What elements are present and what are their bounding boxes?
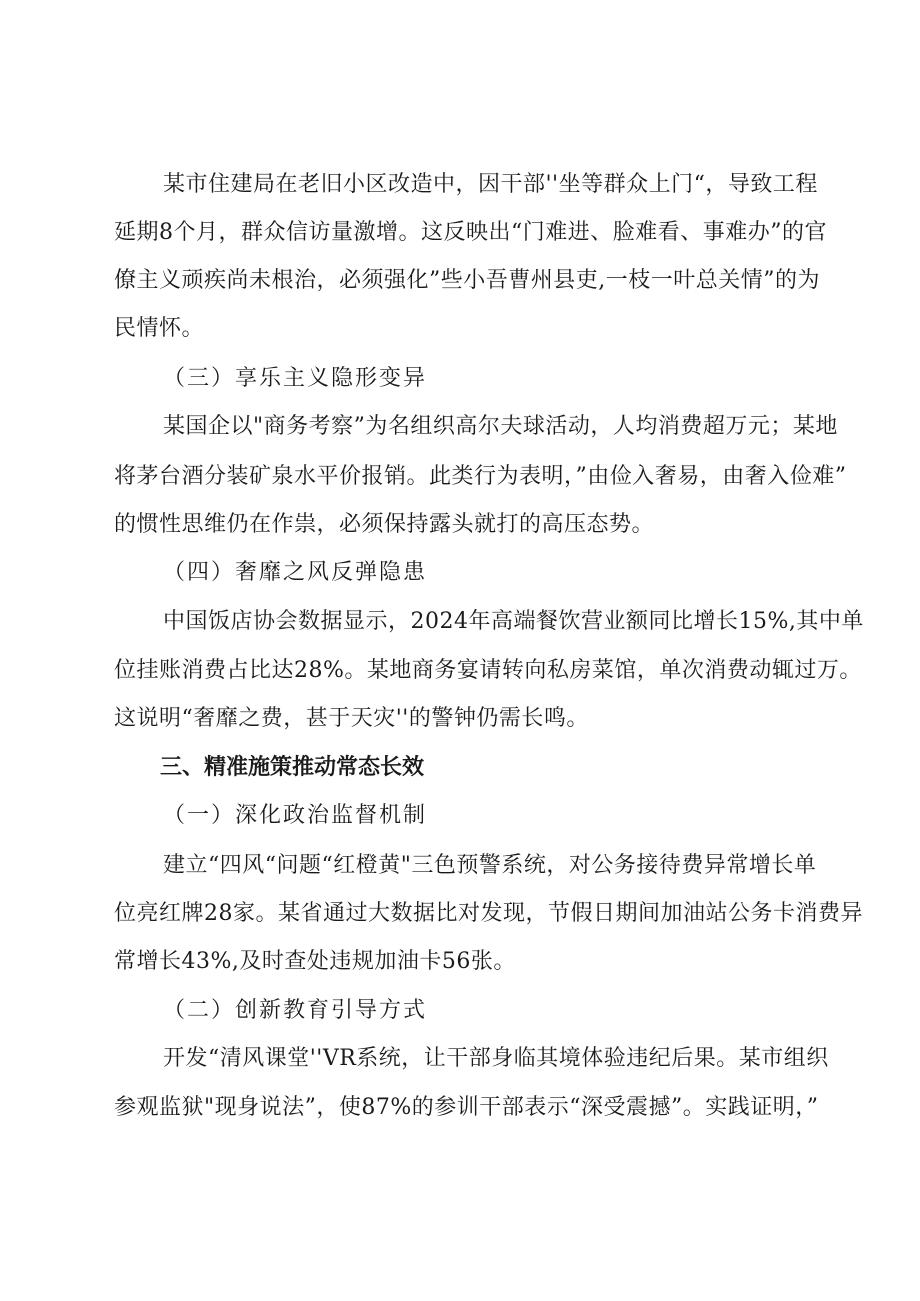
section-2-3-line-3: 的惯性思维仍在作祟，必须保持露头就打的高压态势。 [114,512,655,537]
section-heading-3-2: （二）创新教育引导方式 [163,998,428,1023]
section-3-2-line-1: 开发“清风课堂''VR系统，让干部身临其境体验违纪后果。某市组织 [163,1046,829,1071]
section-2-4-line-1: 中国饭店协会数据显示，2024年高端餐饮营业额同比增长15%,其中单 [163,609,864,634]
section-3-1-line-1: 建立“四风“问题“红橙黄"三色预警系统，对公务接待费异常增长单 [163,853,817,878]
paragraph-1-line-3: 僚主义顽疾尚未根治，必须强化”些小吾曹州县吏,一枝一叶总关情”的为 [114,268,820,293]
section-3-1-line-2: 位亮红牌28家。某省通过大数据比对发现，节假日期间加油站公务卡消费异 [114,901,863,926]
section-heading-3-1: （一）深化政治监督机制 [163,803,428,828]
section-heading-2-3: （三）享乐主义隐形变异 [163,366,428,391]
paragraph-1-line-2: 延期8个月，群众信访量激增。这反映出“门难进、脸难看、事难办”的官 [114,220,827,245]
section-3-2-line-2: 参观监狱"现身说法”，使87%的参训干部表示“深受震撼”。实践证明，” [114,1095,819,1120]
paragraph-1-line-4: 民情怀。 [114,316,205,341]
section-3-1-line-3: 常增长43%,及时查处违规加油卡56张。 [114,949,516,974]
section-2-4-line-3: 这说明“奢靡之费，甚于天灾''的警钟仍需长鸣。 [114,706,589,731]
section-2-4-line-2: 位挂账消费占比达28%。某地商务宴请转向私房菜馆，单次消费动辄过万。 [114,658,862,683]
section-2-3-line-2: 将茅台酒分装矿泉水平价报销。此类行为表明，”由俭入奢易，由奢入俭难” [114,464,847,489]
section-2-3-line-1: 某国企以"商务考察”为名组织高尔夫球活动，人均消费超万元；某地 [163,414,838,439]
section-heading-3: 三、精准施策推动常态长效 [160,755,425,780]
section-heading-2-4: （四）奢靡之风反弹隐患 [163,560,428,585]
paragraph-1-line-1: 某市住建局在老旧小区改造中，因干部''坐等群众上门“，导致工程 [163,172,818,197]
